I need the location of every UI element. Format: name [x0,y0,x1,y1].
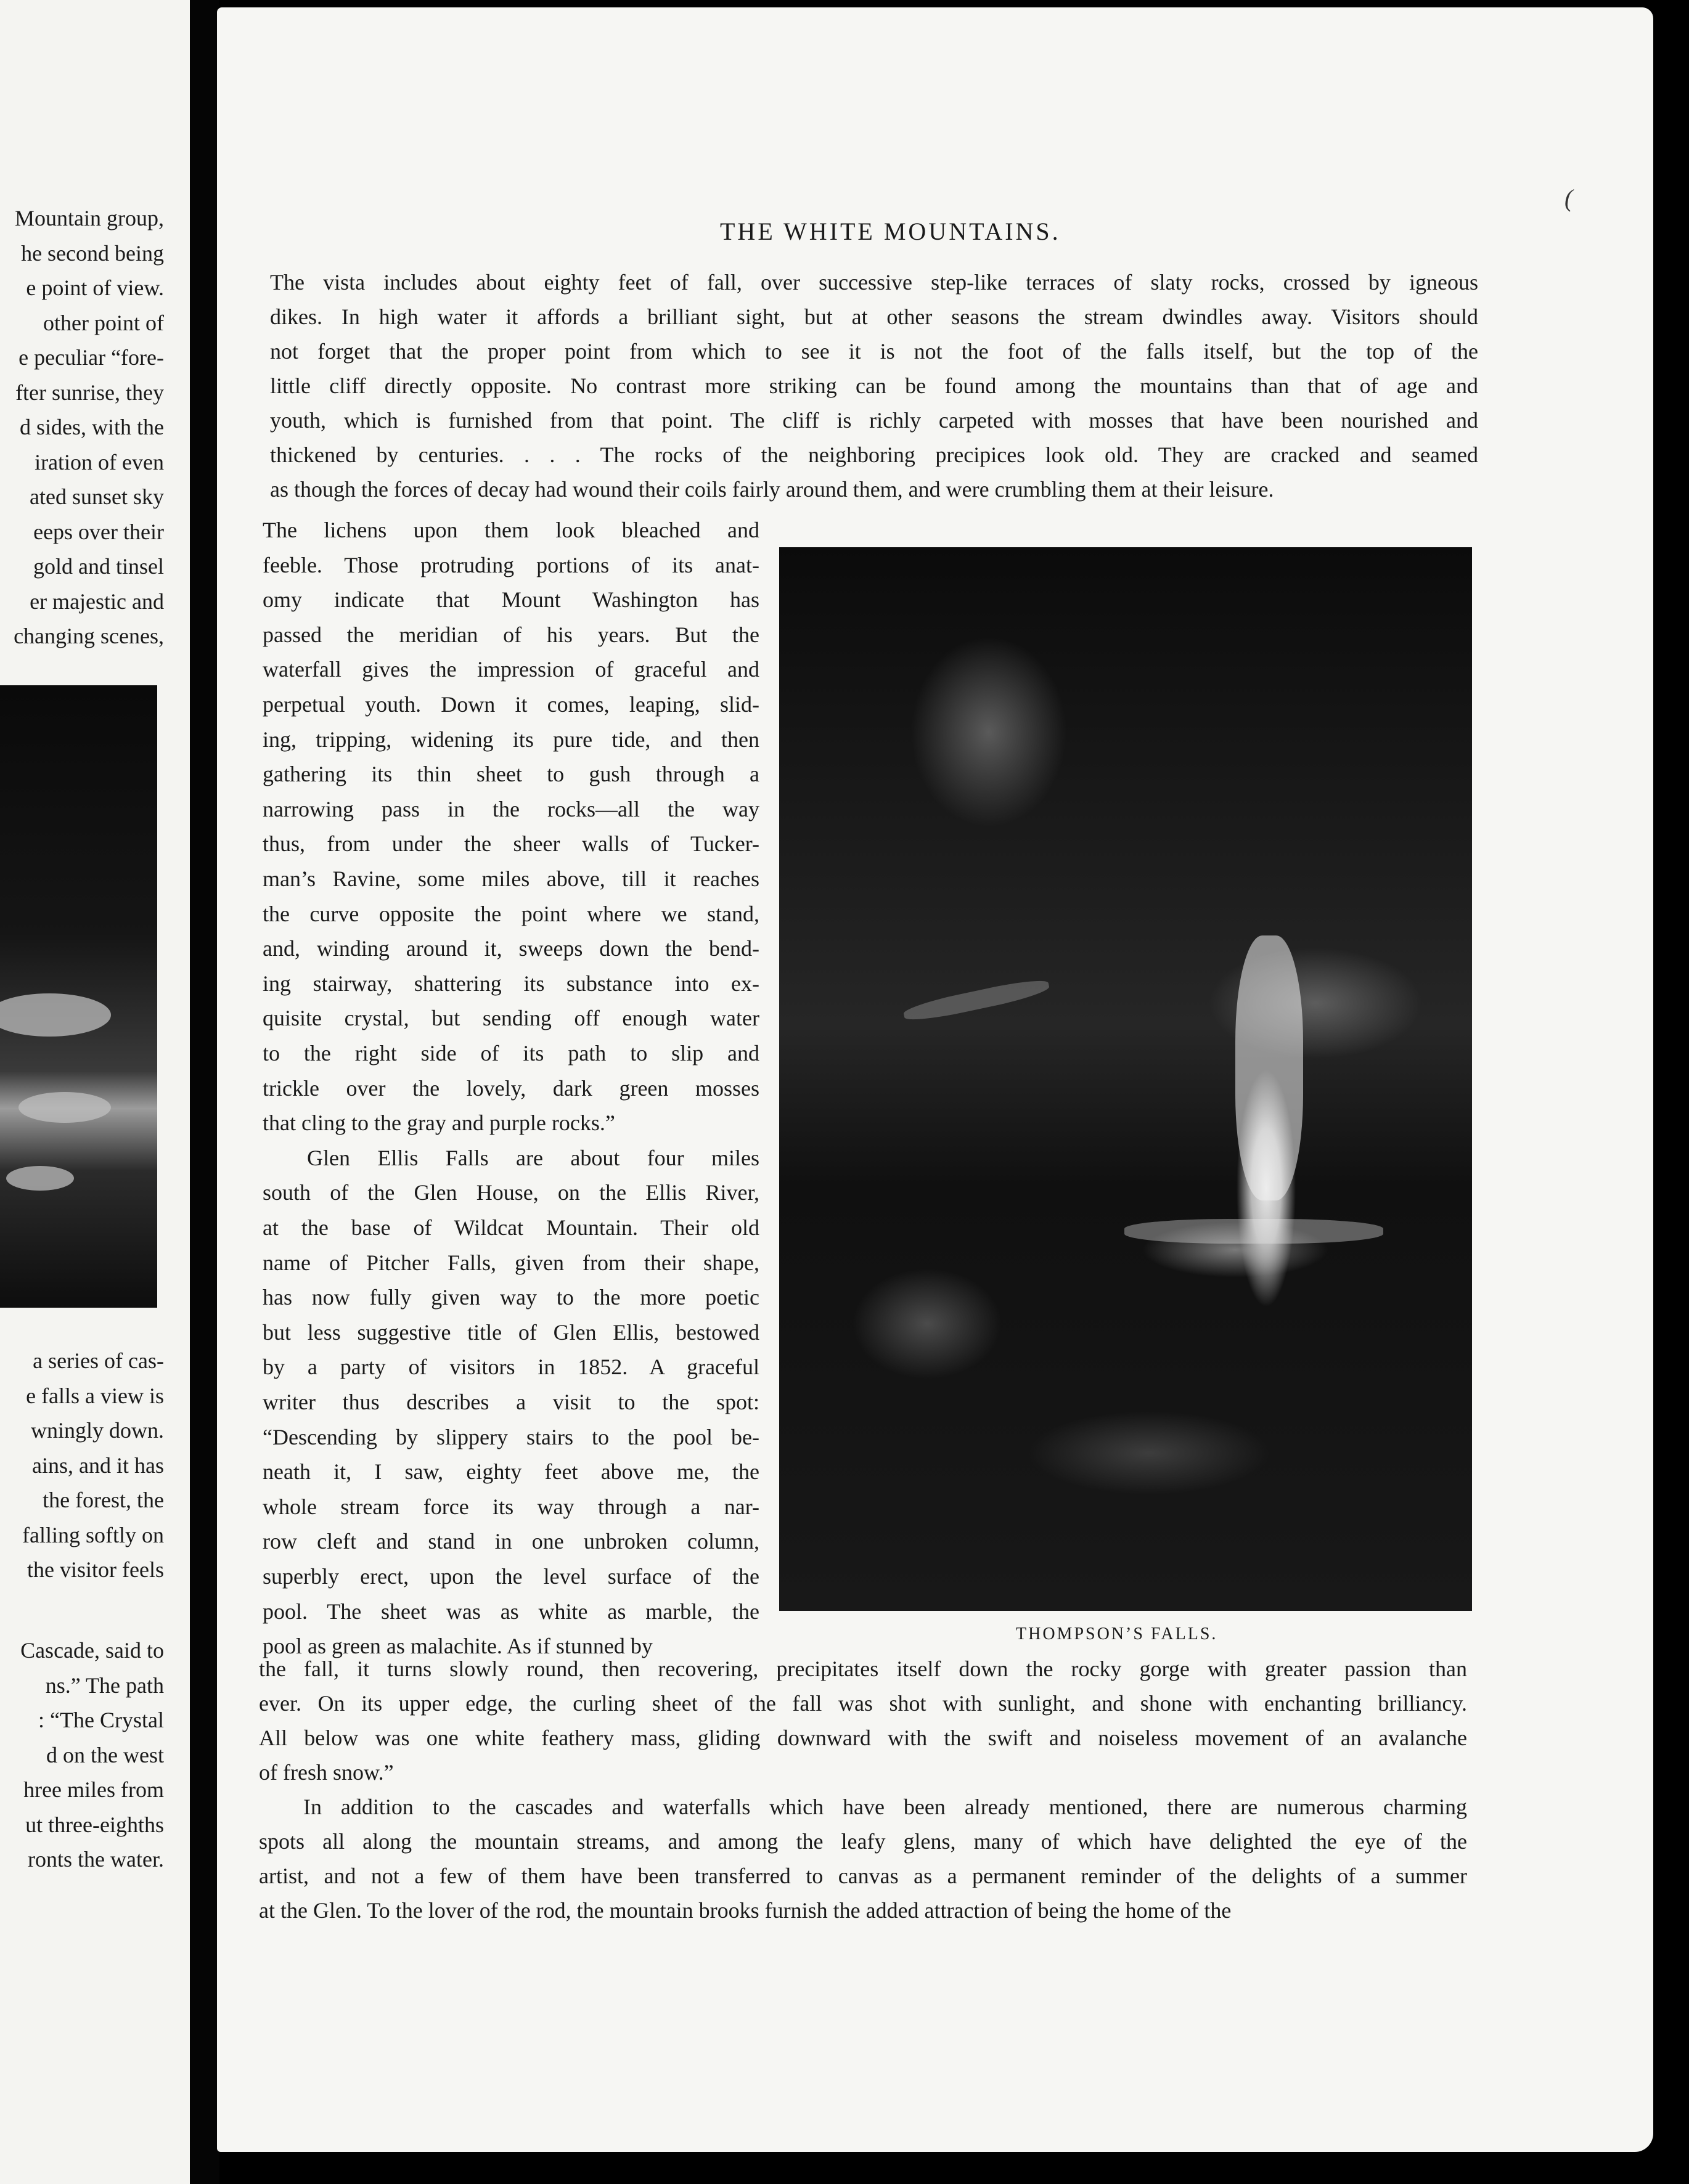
photo-caption: THOMPSON’S FALLS. [1016,1624,1218,1644]
text-line: but less suggestive title of Glen Ellis, bestowed [263,1319,759,1345]
text-line: All below was one white feathery mass, gliding downward with the swift and noiseless movement of an avalanche [259,1726,1467,1750]
text-line: passed the meridian of his years. But the [263,622,759,647]
text-line: feeble. Those protruding portions of its anat- [263,552,759,577]
text-line: ing stairway, shattering its substance into ex- [263,971,759,996]
text-line: that cling to the gray and purple rocks.” [263,1110,615,1136]
left-page-line: changing scenes, [14,624,164,648]
left-page-line: the visitor feels [27,1557,164,1582]
text-line: thickened by centuries. . . . The rocks of the neighboring precipices look old. They are cracked and seamed [270,442,1478,467]
text-line: man’s Ravine, some miles above, till it reaches [263,866,759,891]
text-line: perpetual youth. Down it comes, leaping, slid- [263,692,759,717]
page-mark: ( [1564,184,1573,212]
left-page-line: e falls a view is [26,1383,164,1408]
left-page-line: gold and tinsel [33,554,164,579]
left-page-line: falling softly on [22,1522,164,1547]
left-page-line: ns.” The path [45,1673,164,1698]
text-line: In addition to the cascades and waterfalls which have been already mentioned, there are numerous charming [303,1795,1467,1819]
left-page-line: ronts the water. [28,1847,164,1872]
left-page-line: Cascade, said to [20,1638,164,1663]
left-page-line: ated sunset sky [30,484,164,509]
text-line: pool as green as malachite. As if stunned by [263,1634,653,1659]
left-page-line: other point of [43,310,164,335]
text-line: to the right side of its path to slip and [263,1041,759,1066]
text-line: Glen Ellis Falls are about four miles [307,1145,759,1170]
text-line: neath it, I saw, eighty feet above me, the [263,1459,759,1485]
text-line: spots all along the mountain streams, and among the leafy glens, many of which have delighted the eye of the [259,1829,1467,1854]
text-line: not forget that the proper point from which to see it is not the foot of the falls itself, but the top of the [270,339,1478,364]
text-line: of fresh snow.” [259,1760,394,1785]
text-line: has now fully given way to the more poetic [263,1285,759,1310]
text-line: waterfall gives the impression of graceful and [263,657,759,682]
left-page-line: the forest, the [43,1488,164,1512]
running-head: THE WHITE MOUNTAINS. [720,218,1061,245]
text-line: as though the forces of decay had wound their coils fairly around them, and were crumbling them at their leisure. [270,477,1274,502]
text-line: writer thus describes a visit to the spot: [263,1390,759,1414]
left-page-line: d on the west [46,1742,164,1767]
text-line: at the Glen. To the lover of the rod, the mountain brooks furnish the added attraction of being the home of the [259,1898,1232,1923]
left-page-line: ut three-eighths [25,1812,164,1837]
text-line: ing, tripping, widening its pure tide, and then [263,727,759,752]
text-line: little cliff directly opposite. No contrast more striking can be found among the mountains than that of age and [270,373,1478,398]
text-line: gathering its thin sheet to gush through a [263,762,759,787]
left-page-line: e peculiar “fore- [18,345,164,370]
left-page-line: fter sunrise, they [15,380,164,405]
text-line: superbly erect, upon the level surface of the [263,1564,759,1589]
text-line: pool. The sheet was as white as marble, the [263,1599,759,1624]
left-page-line: : “The Crystal [38,1708,164,1732]
left-page-line: hree miles from [23,1777,164,1802]
left-page-line: d sides, with the [20,415,164,439]
text-line: omy indicate that Mount Washington has [263,587,759,613]
left-page-line: er majestic and [30,589,164,614]
text-line: The vista includes about eighty feet of fall, over successive step-like terraces of slaty rocks, crossed by igneous [270,270,1478,295]
text-line: youth, which is furnished from that point. The cliff is richly carpeted with mosses that have been nourished and [270,408,1478,433]
text-line: the fall, it turns slowly round, then recovering, precipitates itself down the rocky gorge with greater passion than [259,1656,1467,1681]
text-line: name of Pitcher Falls, given from their shape, [263,1250,759,1275]
left-page-photo [0,685,157,1308]
thompsons-falls-photo [779,547,1472,1611]
text-line: and, winding around it, sweeps down the bend- [263,936,759,961]
text-line: row cleft and stand in one unbroken column, [263,1529,759,1554]
text-line: at the base of Wildcat Mountain. Their old [263,1215,759,1240]
text-line: narrowing pass in the rocks—all the way [263,796,759,821]
left-page-line: eeps over their [33,519,164,544]
right-edge [1653,0,1689,2184]
left-page-line: e point of view. [26,275,164,300]
left-page-line: ains, and it has [32,1453,164,1478]
left-page-line: a series of cas- [33,1348,164,1373]
text-line: The lichens upon them look bleached and [263,518,759,542]
text-line: ever. On its upper edge, the curling sheet of the fall was shot with sunlight, and shone with enchanting brilliancy. [259,1691,1467,1716]
text-line: trickle over the lovely, dark green mosses [263,1075,759,1101]
left-page-line: Mountain group, [15,206,164,230]
text-line: the curve opposite the point where we stand, [263,901,759,926]
text-line: dikes. In high water it affords a brilliant sight, but at other seasons the stream dwindles away. Visitors should [270,304,1478,329]
left-page-line: he second being [21,240,164,266]
text-line: thus, from under the sheer walls of Tucker- [263,831,759,857]
left-facing-page [0,0,190,2184]
left-page-line: wningly down. [31,1418,164,1443]
text-line: whole stream force its way through a nar- [263,1494,759,1519]
book-gutter [190,0,219,2184]
text-line: quisite crystal, but sending off enough water [263,1006,759,1031]
left-page-line: iration of even [35,449,164,475]
text-line: south of the Glen House, on the Ellis River, [263,1180,759,1205]
text-line: “Descending by slippery stairs to the pool be- [263,1424,759,1449]
text-line: by a party of visitors in 1852. A graceful [263,1355,759,1380]
text-line: artist, and not a few of them have been transferred to canvas as a permanent reminder of the delights of a summer [259,1864,1467,1888]
